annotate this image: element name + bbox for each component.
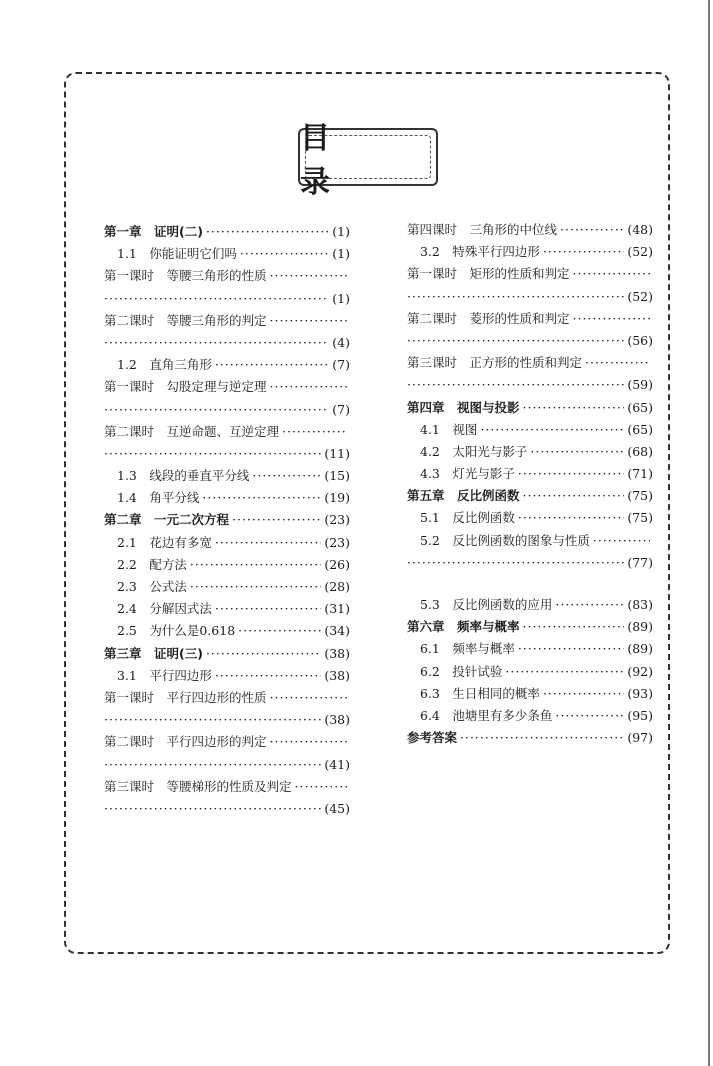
toc-entry-page: (38) (324, 667, 350, 683)
dot-leader (585, 352, 650, 374)
dot-leader (407, 330, 624, 352)
toc-entry-label: 第六章 频率与概率 (407, 619, 520, 635)
toc-entry (104, 709, 350, 731)
dot-leader (543, 683, 624, 705)
dot-leader (232, 509, 321, 531)
dot-leader (593, 530, 650, 552)
toc-entry-page: (28) (324, 579, 350, 594)
dot-leader (573, 263, 650, 285)
dot-leader (407, 286, 624, 308)
dot-leader (270, 265, 347, 287)
toc-entry-page: (65) (627, 421, 653, 437)
dot-leader (104, 754, 321, 776)
dot-leader (573, 308, 650, 330)
toc-entry (104, 465, 350, 487)
toc-entry-label: 第二课时 平行四边形的判定 (104, 734, 267, 750)
dot-leader (523, 616, 625, 638)
toc-entry (104, 509, 350, 531)
toc-entry (104, 665, 350, 687)
toc-entry-label: 第四课时 三角形的中位线 (407, 222, 558, 237)
toc-entry (104, 754, 350, 776)
toc-entry-page: (75) (627, 510, 653, 526)
toc-entry (407, 374, 653, 396)
toc-entry-page: (4) (332, 334, 350, 350)
dot-leader (282, 421, 347, 443)
toc-entry (407, 441, 653, 463)
dot-leader (206, 221, 329, 243)
dot-leader (206, 643, 321, 665)
dot-leader (252, 465, 321, 487)
toc-entry-page: (34) (324, 623, 350, 639)
toc-entry (104, 265, 350, 287)
dot-leader (104, 798, 321, 820)
toc-entry (104, 421, 350, 443)
toc-entry (407, 616, 653, 638)
toc-entry (104, 221, 350, 243)
dot-leader (215, 598, 321, 620)
toc-entry-label: 5.2 反比例函数的图象与性质 (420, 532, 590, 548)
dot-leader (104, 288, 329, 310)
toc-entry-label: 1.3 线段的垂直平分线 (117, 468, 250, 484)
toc-entry (407, 330, 653, 352)
dot-leader (104, 399, 329, 421)
toc-entry-label: 第一课时 勾股定理与逆定理 (104, 379, 267, 395)
toc-entry (104, 332, 350, 354)
page-edge-line (708, 0, 710, 1066)
dot-leader (543, 241, 624, 263)
dot-leader (270, 687, 347, 709)
toc-entry-label: 6.2 投针试验 (420, 663, 503, 679)
toc-entry-label: 3.2 特殊平行四边形 (420, 244, 540, 260)
toc-entry-page: (23) (324, 534, 350, 550)
toc-entry-page: (15) (324, 468, 350, 484)
dot-leader (460, 727, 624, 749)
toc-right-column (407, 219, 653, 749)
toc-entry-label: 第一章 证明(二) (104, 224, 203, 239)
toc-entry-label: 4.2 太阳光与影子 (420, 443, 528, 459)
toc-entry (407, 286, 653, 308)
dot-leader (555, 594, 624, 616)
toc-entry (104, 443, 350, 465)
toc-entry (407, 263, 653, 285)
toc-entry (407, 661, 653, 683)
dot-leader (270, 310, 347, 332)
toc-entry-page: (93) (627, 685, 653, 701)
toc-entry (104, 731, 350, 753)
toc-entry-page: (83) (627, 597, 653, 612)
dot-leader (523, 397, 625, 419)
toc-entry (104, 798, 350, 820)
toc-entry-label: 2.1 花边有多宽 (117, 534, 212, 550)
dot-leader (518, 507, 624, 529)
toc-entry-label: 参考答案 (407, 730, 458, 746)
toc-entry (407, 705, 653, 727)
toc-entry-page: (97) (627, 730, 653, 746)
toc-entry (104, 310, 350, 332)
dot-leader (104, 709, 321, 731)
toc-entry (407, 463, 653, 485)
toc-entry-page: (68) (627, 443, 653, 459)
toc-entry-page: (11) (324, 445, 350, 461)
toc-entry-label: 第三课时 正方形的性质和判定 (407, 355, 583, 371)
dot-leader (104, 332, 329, 354)
toc-entry-page: (92) (627, 663, 653, 679)
toc-entry-label: 第四章 视图与投影 (407, 399, 520, 415)
toc-entry-page: (48) (627, 222, 653, 237)
toc-entry-label: 第二章 一元二次方程 (104, 512, 230, 528)
toc-left-column (104, 221, 350, 820)
toc-entry-page: (7) (332, 357, 350, 373)
dot-leader (407, 374, 624, 396)
toc-entry-page: (38) (324, 645, 350, 661)
toc-entry-page: (23) (324, 512, 350, 528)
dot-leader (270, 376, 347, 398)
toc-entry-page: (75) (627, 488, 653, 504)
toc-entry-page: (41) (324, 756, 350, 772)
toc-entry (104, 643, 350, 665)
dot-leader (407, 552, 624, 574)
dot-leader (518, 638, 624, 660)
toc-entry (407, 241, 653, 263)
toc-entry-page: (65) (627, 399, 653, 415)
toc-entry (407, 638, 653, 660)
toc-entry-page: (1) (332, 224, 350, 239)
dot-leader (560, 219, 624, 241)
toc-entry (104, 399, 350, 421)
toc-entry-label: 2.5 为什么是0.618 (117, 623, 236, 639)
toc-entry (407, 219, 653, 241)
toc-entry-page: (71) (627, 466, 653, 482)
toc-entry (104, 598, 350, 620)
toc-entry (407, 683, 653, 705)
toc-entry-label: 第一课时 矩形的性质和判定 (407, 266, 570, 282)
toc-entry (104, 354, 350, 376)
dot-leader (104, 443, 321, 465)
toc-entry (407, 507, 653, 529)
dot-leader (270, 731, 347, 753)
toc-entry (407, 530, 653, 552)
dot-leader (530, 441, 624, 463)
dot-leader (523, 485, 625, 507)
toc-entry-page: (1) (332, 290, 350, 306)
dot-leader (202, 487, 321, 509)
toc-entry (407, 352, 653, 374)
toc-entry-label: 第一课时 平行四边形的性质 (104, 689, 267, 705)
page-title: 目 录 (300, 121, 368, 200)
toc-entry (104, 620, 350, 642)
toc-entry-label: 2.4 分解因式法 (117, 601, 212, 617)
dot-leader (215, 532, 321, 554)
dot-leader (555, 705, 624, 727)
dot-leader (190, 554, 321, 576)
toc-entry-page: (1) (332, 246, 350, 262)
toc-entry-label: 6.1 频率与概率 (420, 641, 515, 657)
toc-entry (407, 397, 653, 419)
toc-entry (104, 532, 350, 554)
toc-entry-label: 1.4 角平分线 (117, 490, 200, 506)
toc-entry-label: 1.1 你能证明它们吗 (117, 246, 237, 262)
toc-entry-label: 6.3 生日相同的概率 (420, 685, 540, 701)
toc-entry-page: (26) (324, 556, 350, 572)
toc-entry-label: 5.1 反比例函数 (420, 510, 515, 526)
toc-entry-label: 5.3 反比例函数的应用 (420, 597, 553, 612)
toc-entry (407, 552, 653, 574)
toc-entry-page: (56) (627, 332, 653, 348)
toc-entry-label: 6.4 池塘里有多少条鱼 (420, 707, 553, 723)
toc-entry-page: (52) (627, 288, 653, 304)
toc-entry-page: (31) (324, 601, 350, 617)
toc-entry-label: 第三课时 等腰梯形的性质及判定 (104, 778, 292, 794)
toc-entry-label: 3.1 平行四边形 (117, 667, 212, 683)
dot-leader (240, 243, 329, 265)
toc-entry (104, 554, 350, 576)
toc-entry-page: (52) (627, 244, 653, 260)
toc-entry-label: 2.3 公式法 (117, 579, 187, 594)
toc-entry (104, 376, 350, 398)
dot-leader (480, 419, 624, 441)
toc-entry (104, 776, 350, 798)
toc-entry-page: (77) (627, 554, 653, 570)
toc-entry (407, 308, 653, 330)
toc-entry (104, 576, 350, 598)
toc-entry-label: 2.2 配方法 (117, 556, 187, 572)
dot-leader (505, 661, 624, 683)
toc-entry (407, 727, 653, 749)
toc-entry-label: 1.2 直角三角形 (117, 357, 212, 373)
toc-entry (104, 243, 350, 265)
toc-entry-label: 第二课时 菱形的性质和判定 (407, 310, 570, 326)
toc-entry-label: 第三章 证明(三) (104, 645, 203, 661)
title-box (298, 121, 438, 200)
dot-leader (518, 463, 624, 485)
toc-entry-label: 第二课时 互逆命题、互逆定理 (104, 423, 280, 439)
toc-entry-page: (89) (627, 619, 653, 635)
toc-entry (104, 687, 350, 709)
toc-entry (104, 487, 350, 509)
toc-entry (407, 419, 653, 441)
toc-entry-label: 第二课时 等腰三角形的判定 (104, 312, 267, 328)
dot-leader (238, 620, 321, 642)
toc-entry-page: (7) (332, 401, 350, 417)
toc-entry-label: 4.3 灯光与影子 (420, 466, 515, 482)
toc-entry-page: (45) (324, 800, 350, 816)
dot-leader (215, 665, 321, 687)
toc-entry (407, 594, 653, 616)
toc-entry (104, 288, 350, 310)
toc-entry-label: 第一课时 等腰三角形的性质 (104, 268, 267, 284)
dot-leader (295, 776, 347, 798)
toc-entry-page: (89) (627, 641, 653, 657)
toc-entry (407, 485, 653, 507)
toc-entry-page: (38) (324, 712, 350, 728)
toc-entry-page: (95) (627, 707, 653, 723)
toc-entry-label: 4.1 视图 (420, 421, 478, 437)
dot-leader (190, 576, 321, 598)
toc-entry-page: (19) (324, 490, 350, 506)
dot-leader (215, 354, 329, 376)
toc-entry-page: (59) (627, 377, 653, 393)
toc-entry-label: 第五章 反比例函数 (407, 488, 520, 504)
